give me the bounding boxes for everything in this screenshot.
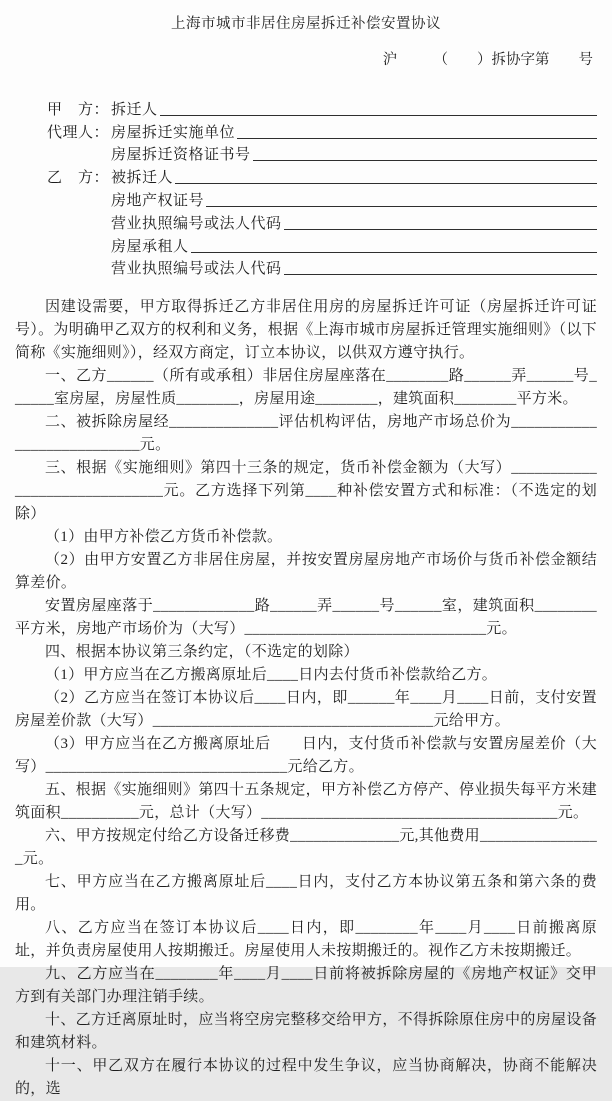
- paragraph-clause-10: 十、乙方迁离原址时，应当将空房完整移交给甲方，不得拆除原住房中的房屋设备和建筑材料。: [15, 1012, 597, 1052]
- party-field-label: 拆迁人: [111, 101, 158, 118]
- contract-body: [15, 296, 597, 1101]
- blank-underline: [191, 252, 597, 253]
- party-field-label: 营业执照编号或法人代码: [111, 261, 282, 278]
- blank-underline: [237, 138, 597, 139]
- paragraph-clause-3: 三、根据《实施细则》第四十三条的规定，货币补偿金额为（大写）______________________________元。乙方选择下列第____种补偿安置方式和标准：（不选定的划除）: [15, 460, 597, 523]
- document-number: 沪 （ ）拆协字第 号: [382, 52, 593, 68]
- party-role-label: 代理人：: [47, 124, 110, 141]
- blank-underline: [284, 274, 597, 275]
- paragraph-clause-6: 六、甲方按规定付给乙方设备迁移费______________元,其他费用________________元。: [15, 828, 597, 868]
- blank-underline: [206, 206, 597, 207]
- party-role-label: 乙 方：: [47, 170, 110, 187]
- paragraph-clause-4-item-1: （1）甲方应当在乙方搬离原址后____日内去付货币补偿款给乙方。: [45, 667, 498, 684]
- party-field-label: 房地产权证号: [111, 192, 205, 209]
- party-row-yingyezhizhao-2: [47, 256, 597, 279]
- paragraph-clause-8: 八、乙方应当在签订本协议后____日内，即________年____月____日前搬离原址，并负责房屋使用人按期搬迁。房屋使用人未按期搬迁的。视作乙方未按期搬迁。: [15, 920, 597, 960]
- party-row-yifang: [47, 164, 597, 187]
- party-field-label: 房屋拆迁资格证书号: [111, 147, 251, 164]
- paragraph-preamble: 因建设需要，甲方取得拆迁乙方非居住用房的房屋拆迁许可证（房屋拆迁许可证号）。为明确甲乙双方的权利和义务，根据《上海市城市房屋拆迁管理实施细则》（以下简称《实施细则》），经双方商定，订立本协议，以供双方遵守执行。: [15, 299, 597, 362]
- paragraph-clause-4-item-3: （3）甲方应当在乙方搬离原址后 日内，支付货币补偿款与安置房屋差价（大写）_______________________________元给乙方。: [15, 736, 597, 776]
- paragraph-clause-3-item-1: （1）由甲方补偿乙方货币补偿款。: [45, 529, 283, 546]
- party-row-yingyezhizhao-1: [47, 210, 597, 233]
- party-row-zigezhengshu: [47, 142, 597, 165]
- party-field-label: 房屋承租人: [111, 238, 189, 255]
- party-row-jiafang: [47, 96, 597, 119]
- paragraph-clause-4: 四、根据本协议第三条约定，（不选定的划除）: [45, 644, 359, 661]
- party-role-label: 甲 方：: [47, 101, 110, 118]
- paragraph-clause-2: 二、被拆除房屋经______________评估机构评估，房地产市场总价为___________________________元。: [15, 414, 597, 454]
- party-row-fangwuchengzuren: [47, 233, 597, 256]
- paragraph-clause-3-item-2: （2）由甲方安置乙方非居住房屋，并按安置房屋房地产市场价与货币补偿金额结算差价。: [15, 552, 597, 592]
- paragraph-clause-9: 九、乙方应当在________年____月____日前将被拆除房屋的《房地产权证》交甲方到有关部门办理注销手续。: [15, 966, 597, 1006]
- blank-underline: [284, 229, 597, 230]
- party-field-label: 营业执照编号或法人代码: [111, 215, 282, 232]
- blank-underline: [253, 160, 597, 161]
- parties-block: [15, 96, 597, 278]
- paragraph-clause-1: 一、乙方______（所有或承租）非居住房屋座落在________路______弄______号______室房屋，房屋性质________，房屋用途________，建筑面积________平方米。: [15, 368, 597, 408]
- party-field-label: 被拆迁人: [111, 170, 174, 187]
- blank-underline: [160, 115, 597, 116]
- document-title: 上海市城市非居住房屋拆迁补偿安置协议: [171, 16, 441, 32]
- paragraph-clause-11: 十一、甲乙双方在履行本协议的过程中发生争议，应当协商解决，协商不能解决的，选: [15, 1058, 597, 1098]
- paragraph-clause-7: 七、甲方应当在乙方搬离原址后____日内，支付乙方本协议第五条和第六条的费用。: [15, 874, 597, 914]
- party-row-fangdichanquanzheng: [47, 187, 597, 210]
- paragraph-resettlement-house: 安置房屋座落于_____________路______弄______号______室，建筑面积________平方米，房地产市场价为（大写）_______________________________元。: [15, 598, 597, 638]
- blank-underline: [175, 183, 597, 184]
- party-field-label: 房屋拆迁实施单位: [111, 124, 236, 141]
- party-row-dailiren: [47, 119, 597, 142]
- paragraph-clause-4-item-2: （2）乙方应当在签订本协议后____日内，即______年____月____日前，支付安置房屋差价款（大写）____________________________________元给甲方。: [15, 690, 597, 730]
- paragraph-clause-5: 五、根据《实施细则》第四十五条规定，甲方补偿乙方停产、停业损失每平方米建筑面积__________元，总计（大写）______________________________________元。: [15, 782, 597, 822]
